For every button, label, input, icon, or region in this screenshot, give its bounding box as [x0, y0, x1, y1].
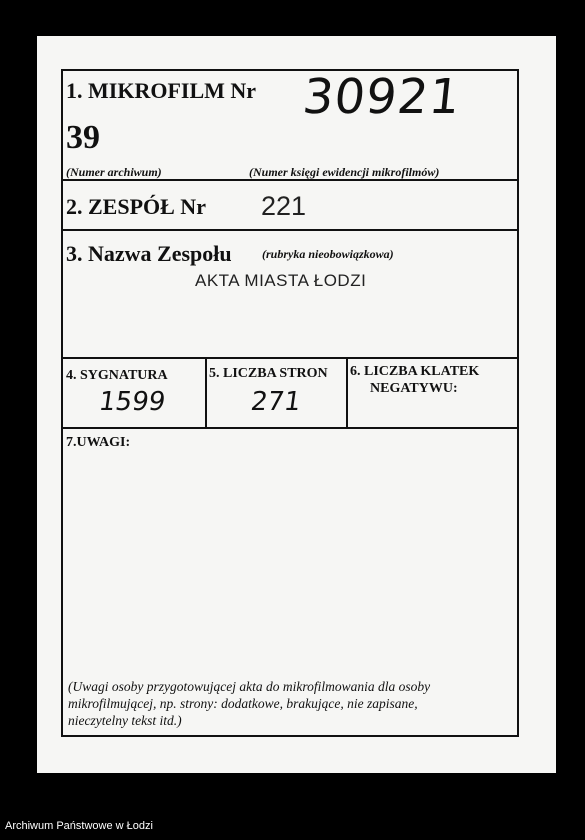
mikrofilm-label: 1. MIKROFILM Nr [66, 78, 257, 103]
film-number-caption: (Numer księgi ewidencji mikrofilmów) [249, 165, 440, 179]
film-number: 30921 [300, 69, 464, 125]
liczba-klatek-label: 6. LICZBA KLATEK [350, 364, 480, 379]
uwagi-note-line3: nieczytelny tekst itd.) [68, 713, 182, 728]
col-divider-2 [346, 357, 348, 427]
uwagi-note-line1: (Uwagi osoby przygotowującej akta do mikrofilmowania dla osoby [68, 679, 431, 694]
divider-2 [63, 229, 517, 231]
zespol-label: 2. ZESPÓŁ Nr [66, 194, 206, 219]
divider-4 [63, 427, 517, 429]
form-frame [61, 69, 519, 737]
negatywu-label: NEGATYWU: [370, 381, 458, 396]
archive-number: 39 [66, 119, 100, 156]
sygnatura-label: 4. SYGNATURA [66, 368, 168, 383]
microfilm-card [37, 36, 556, 773]
sygnatura-value: 1599 [96, 387, 168, 417]
nazwa-zespolu-note: (rubryka nieobowiązkowa) [262, 247, 394, 261]
uwagi-note-line2: mikrofilmującej, np. strony: dodatkowe, brakujące, nie zapisane, [68, 696, 418, 711]
nazwa-zespolu-label: 3. Nazwa Zespołu [66, 241, 232, 266]
uwagi-label: 7.UWAGI: [66, 435, 131, 450]
divider-3 [63, 357, 517, 359]
liczba-stron-label: 5. LICZBA STRON [209, 366, 328, 381]
nazwa-zespolu-value: AKTA MIASTA ŁODZI [195, 271, 367, 290]
archive-footer: Archiwum Państwowe w Łodzi [5, 820, 153, 832]
zespol-number: 221 [261, 191, 307, 221]
col-divider-1 [205, 357, 207, 427]
archive-number-caption: (Numer archiwum) [66, 165, 162, 179]
liczba-stron-value: 271 [248, 387, 303, 417]
